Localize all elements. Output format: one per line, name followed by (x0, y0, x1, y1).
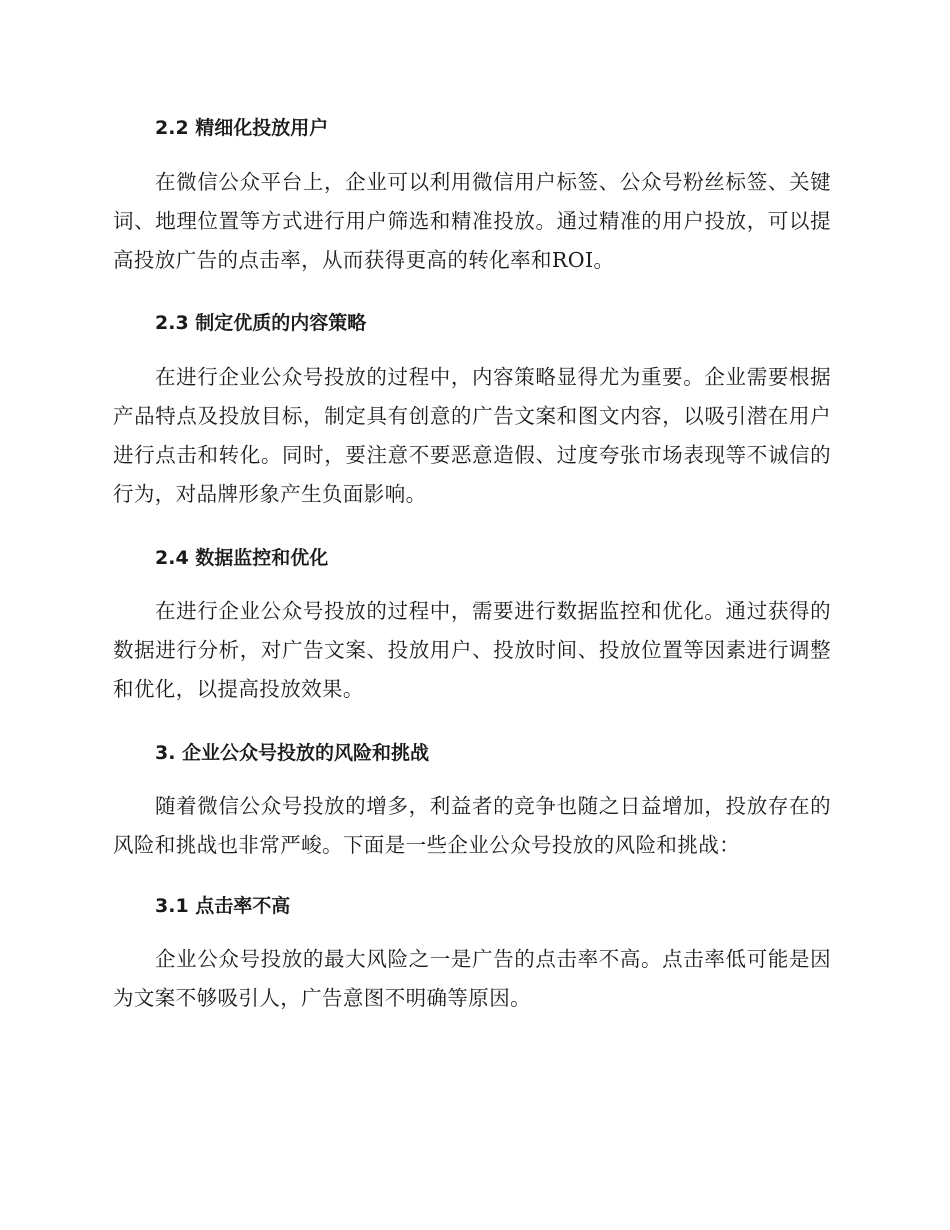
section-paragraph-3: 随着微信公众号投放的增多，利益者的竞争也随之日益增加，投放存在的风险和挑战也非常严峻。下面是一些企业公众号投放的风险和挑战： (113, 794, 831, 857)
section-heading-3: 3. 企业公众号投放的风险和挑战 (155, 742, 430, 764)
section-heading-3-1: 3.1 点击率不高 (155, 895, 291, 917)
section-paragraph-2-3: 在进行企业公众号投放的过程中，内容策略显得尤为重要。企业需要根据产品特点及投放目标，制定具有创意的广告文案和图文内容，以吸引潜在用户进行点击和转化。同时，要注意不要恶意造假、过度夸张市场表现等不诚信的行为，对品牌形象产生负面影响。 (113, 365, 831, 506)
section-heading-2-2: 2.2 精细化投放用户 (155, 117, 329, 139)
section-paragraph-3-1: 企业公众号投放的最大风险之一是广告的点击率不高。点击率低可能是因为文案不够吸引人，广告意图不明确等原因。 (113, 947, 831, 1010)
section-paragraph-2-2: 在微信公众平台上，企业可以利用微信用户标签、公众号粉丝标签、关键词、地理位置等方式进行用户筛选和精准投放。通过精准的用户投放，可以提高投放广告的点击率，从而获得更高的转化率和ROI。 (113, 170, 831, 272)
section-heading-2-4: 2.4 数据监控和优化 (155, 547, 329, 569)
section-paragraph-2-4: 在进行企业公众号投放的过程中，需要进行数据监控和优化。通过获得的数据进行分析，对广告文案、投放用户、投放时间、投放位置等因素进行调整和优化，以提高投放效果。 (113, 599, 831, 701)
section-heading-2-3: 2.3 制定优质的内容策略 (155, 312, 367, 334)
